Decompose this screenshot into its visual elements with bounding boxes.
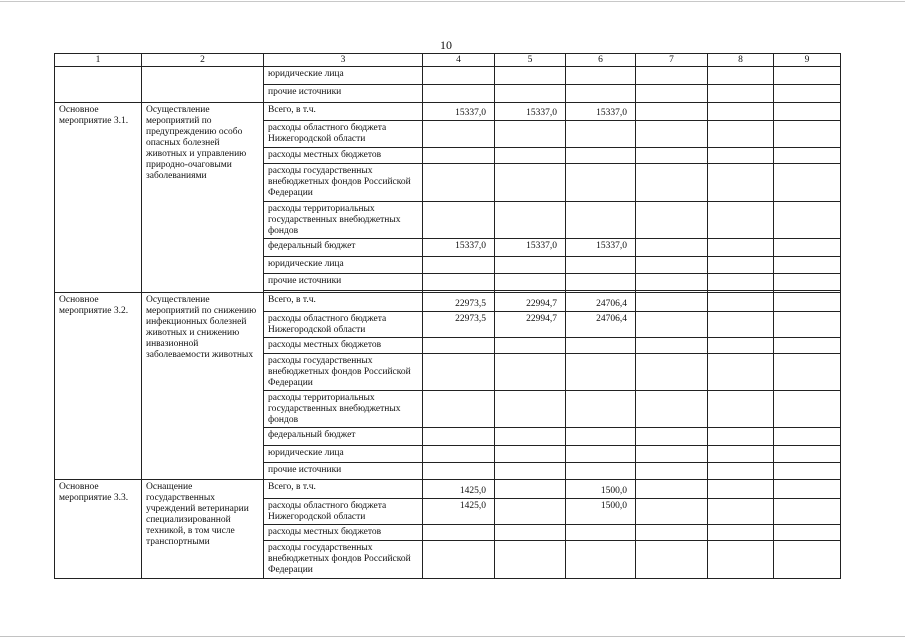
row-label: расходы территориальных государственных внебюджетных фондов xyxy=(264,202,423,239)
value-cell: 22973,5 xyxy=(423,312,495,338)
value-cell: 22994,7 xyxy=(495,293,566,312)
page-number: 10 xyxy=(440,38,452,52)
value-cell: 15337,0 xyxy=(495,103,566,121)
event-name: Основное мероприятие 3.1. xyxy=(55,103,142,293)
column-number: 7 xyxy=(636,54,708,67)
event-description: Осуществление мероприятий по предупреждению особо опасных болезней животных и управлению природно-очаговыми заболеваниями xyxy=(142,103,264,293)
value-cell: 15337,0 xyxy=(423,239,495,257)
value-cell: 1500,0 xyxy=(566,499,636,525)
row-label: прочие источники xyxy=(264,463,423,480)
column-number: 3 xyxy=(264,54,423,67)
table-row xyxy=(55,103,841,121)
event-name: Основное мероприятие 3.3. xyxy=(55,480,142,579)
value-cell: 15337,0 xyxy=(566,239,636,257)
row-label: Всего, в т.ч. xyxy=(264,103,423,121)
row-label: Всего, в т.ч. xyxy=(264,293,423,312)
event-description: Осуществление мероприятий по снижению инфекционных болезней животных и снижению инвазионной заболеваемости животных xyxy=(142,293,264,480)
row-label: расходы областного бюджета Нижегородской области xyxy=(264,499,423,525)
value-cell: 15337,0 xyxy=(423,103,495,121)
value-cell: 1425,0 xyxy=(423,480,495,499)
row-label: расходы государственных внебюджетных фондов Российской Федерации xyxy=(264,164,423,202)
value-cell: 22994,7 xyxy=(495,312,566,338)
value-cell: 15337,0 xyxy=(566,103,636,121)
scan-edge-bottom xyxy=(0,636,905,637)
event-description: Оснащение государственных учреждений ветеринарии специализированной техникой, в том числе транспортными xyxy=(142,480,264,579)
value-cell xyxy=(495,480,566,499)
value-cell: 1500,0 xyxy=(566,480,636,499)
value-cell: 24706,4 xyxy=(566,293,636,312)
column-number: 5 xyxy=(495,54,566,67)
row-label: федеральный бюджет xyxy=(264,428,423,446)
value-cell: 15337,0 xyxy=(495,239,566,257)
row-label: юридические лица xyxy=(264,257,423,274)
table-row xyxy=(55,67,841,85)
value-cell xyxy=(495,499,566,525)
scan-edge-top xyxy=(0,1,905,2)
row-label: расходы территориальных государственных внебюджетных фондов xyxy=(264,391,423,428)
row-label: расходы государственных внебюджетных фондов Российской Федерации xyxy=(264,541,423,579)
column-number: 8 xyxy=(708,54,774,67)
column-number: 2 xyxy=(142,54,264,67)
column-number: 1 xyxy=(55,54,142,67)
row-label: юридические лица xyxy=(264,446,423,463)
row-label: юридические лица xyxy=(264,67,423,85)
event-name: Основное мероприятие 3.2. xyxy=(55,293,142,480)
table-row xyxy=(55,293,841,312)
column-number: 6 xyxy=(566,54,636,67)
event-name-cell xyxy=(55,67,142,103)
row-label: расходы местных бюджетов xyxy=(264,338,423,354)
column-number: 4 xyxy=(423,54,495,67)
row-label: Всего, в т.ч. xyxy=(264,480,423,499)
value-cell: 22973,5 xyxy=(423,293,495,312)
event-description-cell xyxy=(142,67,264,103)
table-row xyxy=(55,480,841,499)
row-label: прочие источники xyxy=(264,274,423,291)
row-label: расходы государственных внебюджетных фондов Российской Федерации xyxy=(264,354,423,391)
row-label: расходы местных бюджетов xyxy=(264,525,423,541)
column-number-row xyxy=(55,54,841,67)
column-number: 9 xyxy=(774,54,841,67)
row-label: федеральный бюджет xyxy=(264,239,423,257)
budget-table xyxy=(54,53,841,579)
value-cell: 24706,4 xyxy=(566,312,636,338)
row-label: прочие источники xyxy=(264,85,423,103)
row-label: расходы областного бюджета Нижегородской области xyxy=(264,312,423,338)
value-cell: 1425,0 xyxy=(423,499,495,525)
row-label: расходы местных бюджетов xyxy=(264,148,423,164)
row-label: расходы областного бюджета Нижегородской области xyxy=(264,121,423,148)
